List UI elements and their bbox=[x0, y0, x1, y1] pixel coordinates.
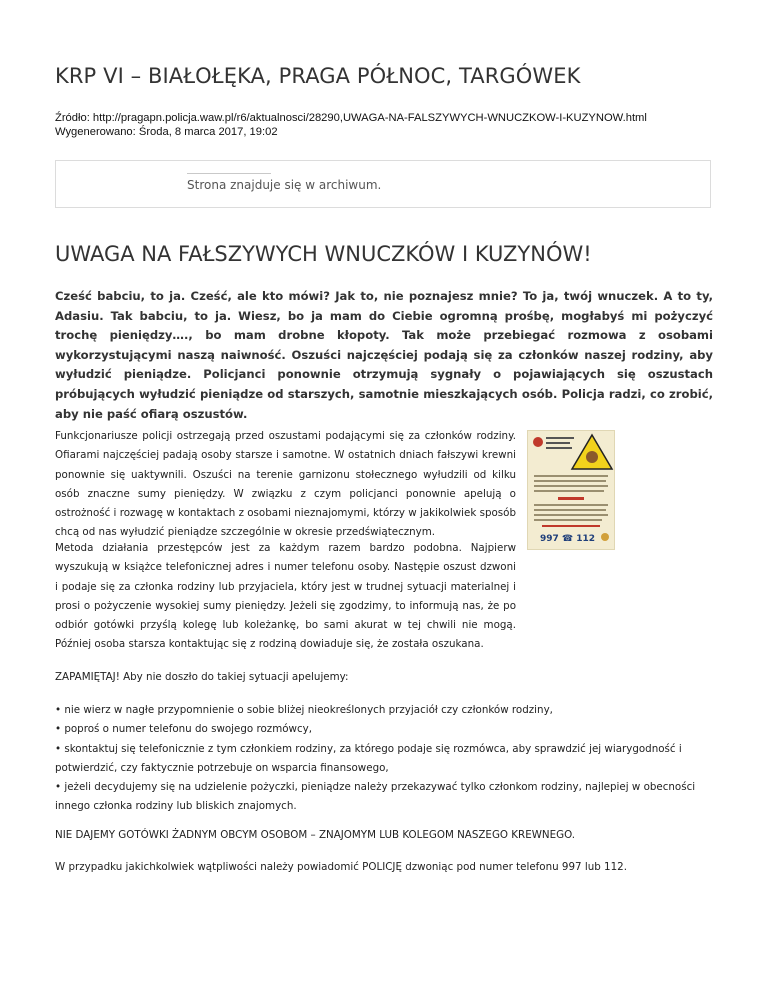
poster-text-line bbox=[534, 519, 602, 521]
advice-list bbox=[55, 701, 715, 817]
list-item: • jeżeli decydujemy się na udzielenie pożyczki, pieniądze należy przekazywać tylko członkom rodziny, najlepiej w obecności innego członka rodziny lub bliskich znajomych. bbox=[55, 781, 696, 813]
poster-text-line bbox=[534, 485, 608, 487]
poster-text-line bbox=[534, 504, 608, 506]
article-paragraph-3: ZAPAMIĘTAJ! Aby nie doszło do takiej sytuacji apelujemy: bbox=[55, 671, 349, 683]
article-paragraph-5: W przypadku jakichkolwiek wątpliwości należy powiadomić POLICJĘ dzwoniąc pod numer telefonu 997 lub 112. bbox=[55, 861, 627, 873]
poster-text-line bbox=[534, 509, 606, 511]
source-url: Źródło: http://pragapn.policja.waw.pl/r6/aktualnosci/28290,UWAGA-NA-FALSZYWYCH-WNUCZKOW-I-KUZYNOW.html bbox=[55, 112, 647, 124]
poster-heading-line bbox=[546, 442, 570, 444]
police-badge-icon bbox=[533, 437, 543, 447]
archive-notice-box bbox=[55, 160, 711, 208]
poster-phone-numbers: 997 ☎ 112 bbox=[540, 534, 596, 544]
poster-text-line bbox=[534, 475, 608, 477]
poster-text-line bbox=[534, 490, 604, 492]
article-title: UWAGA NA FAŁSZYWYCH WNUCZKÓW I KUZYNÓW! bbox=[55, 242, 592, 266]
warning-figure bbox=[586, 451, 598, 463]
meta-info bbox=[55, 111, 647, 139]
article-paragraph-1: Funkcjonariusze policji ostrzegają przed oszustami podającymi się za członków rodziny. Ofiarami najczęściej padają osoby starsze i samotne. W ostatnich dniach fałszywi krewni ponownie się uaktywnili. Oszuści na terenie garnizonu stołecznego wyłudzili od kilku osób znaczne sumy pieniędzy. W związku z czym policjanci ponownie apelują o ostrożność i rozwagę w kontaktach z osobami nieznajomymi, którzy w jakikolwiek sposób chcą od nas wyłudzić pieniądze szczególnie w okresie przedświątecznym. bbox=[55, 430, 516, 539]
article-paragraph-4: NIE DAJEMY GOTÓWKI ŻADNYM OBCYM OSOBOM – ZNAJOMYM LUB KOLEGOM NASZEGO KREWNEGO. bbox=[55, 829, 576, 841]
warning-poster-image[interactable] bbox=[527, 430, 615, 550]
generated-date: Wygenerowano: Środa, 8 marca 2017, 19:02 bbox=[55, 126, 278, 138]
poster-red-banner bbox=[558, 497, 584, 500]
poster-emblem-icon bbox=[601, 533, 609, 541]
article-paragraph-2: Metoda działania przestępców jest za każdym razem bardzo podobna. Najpierw wyszukują w książce telefonicznej adres i numer telefonu osoby. Następie oszust dzwoni i podaje się za członka rodziny lub przyjaciela, który jest w trudnej sytuacji materialnej i prosi o pożyczenie wysokiej sumy pieniędzy. Jeżeli się zgodzimy, to informują nas, że po odbiór gotówki przyślą kolegę lub koleżankę, bo sami akurat w tej chwili nie mogą. Później osoba starsza kontaktując się z rodziną dowiaduje się, że została oszukana. bbox=[55, 542, 516, 651]
poster-text-line bbox=[534, 514, 608, 516]
poster-heading-line bbox=[546, 447, 572, 449]
article-lead: Cześć babciu, to ja. Cześć, ale kto mówi? Jak to, nie poznajesz mnie? To ja, twój wnuczek. A to ty, Adasiu. Tak babciu, to ja. Wiesz, bo ja mam do Ciebie ogromną prośbę, mogłabyś mi pożyczyć trochę pieniędzy…., bo mam drobne kłopoty. Tak może przebiegać rozmowa z osobami wykorzystującymi naszą naiwność. Oszuści najczęściej podają się za członków naszej rodziny, aby wyłudzić pieniądze. Policjanci ponownie otrzymują sygnały o pojawiających się oszustach próbujących wyłudzić pieniądze od starszych, samotnie mieszkających osób. Policja radzi, co zrobić, aby nie paść ofiarą oszustów. bbox=[55, 289, 713, 421]
archive-divider bbox=[187, 173, 271, 174]
poster-red-line bbox=[542, 525, 600, 527]
list-item: • poproś o numer telefonu do swojego rozmówcy, bbox=[55, 723, 312, 736]
poster-heading-line bbox=[546, 437, 574, 439]
archive-notice: Strona znajduje się w archiwum. bbox=[187, 178, 382, 192]
poster-text-line bbox=[534, 480, 606, 482]
list-item: • nie wierz w nagłe przypomnienie o sobie bliżej nieokreślonych przyjaciół czy członków rodziny, bbox=[55, 704, 553, 716]
list-item: • skontaktuj się telefonicznie z tym członkiem rodziny, za którego podaje się rozmówca, aby sprawdzić jej wiarygodność i potwierdzić, czy faktycznie potrzebuje on wsparcia finansowego, bbox=[55, 742, 682, 774]
site-title: KRP VI – BIAŁOŁĘKA, PRAGA PÓŁNOC, TARGÓWEK bbox=[55, 64, 581, 88]
warning-poster-graphic bbox=[528, 431, 614, 549]
